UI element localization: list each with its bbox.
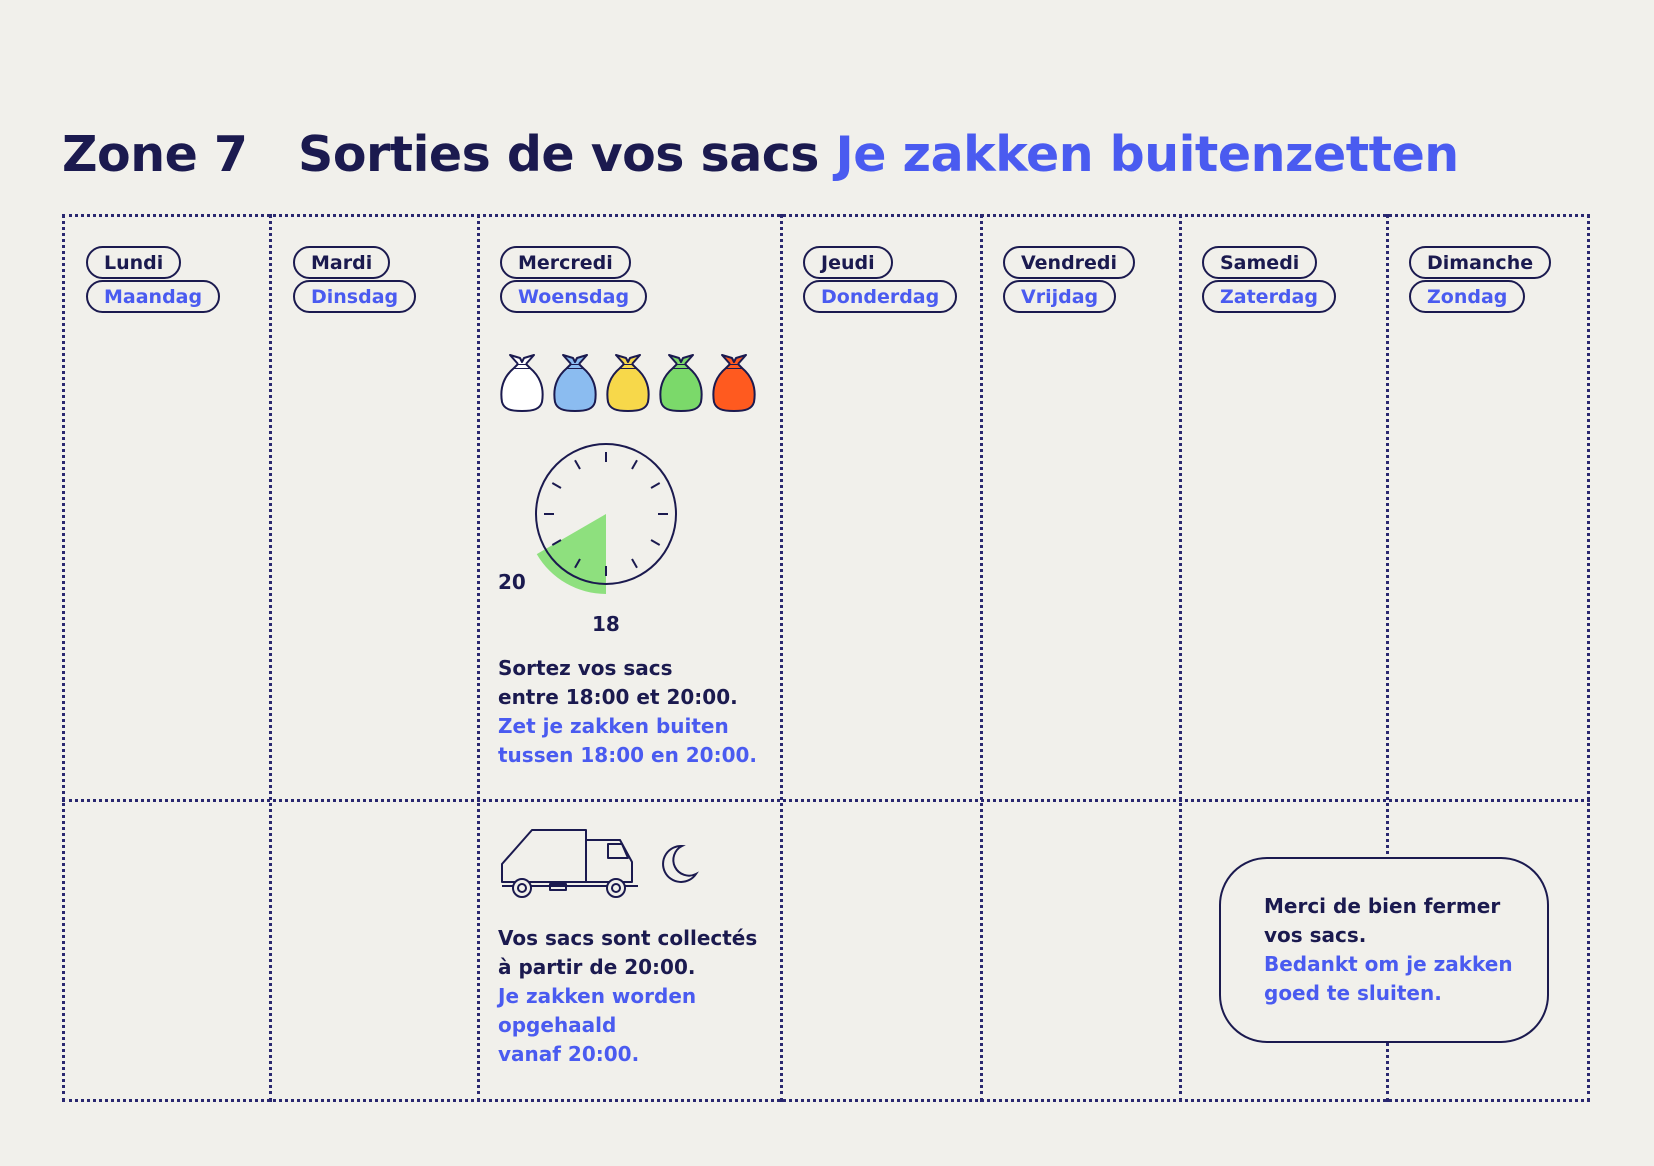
clock-tick: [632, 460, 637, 469]
day-label-fr-sunday: Dimanche: [1409, 246, 1551, 279]
clock-tick: [651, 483, 660, 488]
clock-tick: [552, 483, 561, 488]
note-nl-line2: goed te sluiten.: [1264, 981, 1442, 1005]
moon-icon: [660, 842, 700, 884]
grid-line: [1179, 214, 1182, 1102]
collection-fr-line1: Vos sacs sont collectés: [498, 926, 758, 950]
grid-line: [62, 799, 1590, 802]
day-label-nl-monday: Maandag: [86, 280, 220, 313]
bags-row: [498, 352, 760, 412]
day-label-fr-monday: Lundi: [86, 246, 181, 279]
collection-nl-line2: opgehaald: [498, 1013, 617, 1037]
note-text: [1264, 892, 1513, 1008]
day-label-nl-tuesday: Dinsdag: [293, 280, 416, 313]
collection-text: [498, 924, 757, 1069]
trash-bag-icon: [713, 355, 754, 411]
set-out-nl-line1: Zet je zakken buiten: [498, 714, 729, 738]
garbage-truck-icon: [498, 826, 648, 898]
title-nl: Je zakken buitenzetten: [835, 126, 1459, 183]
grid-line: [62, 1099, 1590, 1102]
set-out-fr-line2: entre 18:00 et 20:00.: [498, 685, 738, 709]
clock-icon: [530, 440, 690, 610]
day-label-fr-friday: Vendredi: [1003, 246, 1135, 279]
trash-bag-icon: [501, 355, 542, 411]
grid-line: [780, 214, 783, 1102]
collection-nl-line1: Je zakken worden: [498, 984, 697, 1008]
set-out-nl-line2: tussen 18:00 en 20:00.: [498, 743, 758, 767]
clock-label-end: 20: [498, 570, 526, 594]
grid-line: [269, 214, 272, 1102]
trash-bag-icon: [554, 355, 595, 411]
day-label-nl-saturday: Zaterdag: [1202, 280, 1336, 313]
day-label-fr-tuesday: Mardi: [293, 246, 390, 279]
collection-nl-line3: vanaf 20:00.: [498, 1042, 640, 1066]
note-fr-line1: Merci de bien fermer: [1264, 894, 1501, 918]
clock-label-start: 18: [592, 612, 620, 636]
grid-line: [477, 214, 480, 1102]
clock-highlight-sector: [537, 514, 606, 594]
day-label-nl-wednesday: Woensdag: [500, 280, 647, 313]
day-label-nl-sunday: Zondag: [1409, 280, 1525, 313]
set-out-text: [498, 654, 757, 770]
zone-label: Zone 7: [62, 126, 248, 183]
clock-tick: [575, 460, 580, 469]
clock-tick: [632, 559, 637, 568]
title-fr: Sorties de vos sacs: [298, 126, 819, 183]
day-label-nl-thursday: Donderdag: [803, 280, 957, 313]
grid-line: [62, 214, 1590, 217]
set-out-fr-line1: Sortez vos sacs: [498, 656, 673, 680]
clock-tick: [651, 540, 660, 545]
note-nl-line1: Bedankt om je zakken: [1264, 952, 1513, 976]
grid-line: [62, 214, 65, 1102]
note-fr-line2: vos sacs.: [1264, 923, 1367, 947]
collection-fr-line2: à partir de 20:00.: [498, 955, 696, 979]
day-label-fr-saturday: Samedi: [1202, 246, 1317, 279]
trash-bag-icon: [660, 355, 701, 411]
grid-line: [980, 214, 983, 1102]
day-label-fr-wednesday: Mercredi: [500, 246, 631, 279]
grid-line: [1587, 214, 1590, 1102]
day-label-fr-thursday: Jeudi: [803, 246, 893, 279]
day-label-nl-friday: Vrijdag: [1003, 280, 1116, 313]
page-title: [62, 128, 1459, 182]
trash-bag-icon: [607, 355, 648, 411]
